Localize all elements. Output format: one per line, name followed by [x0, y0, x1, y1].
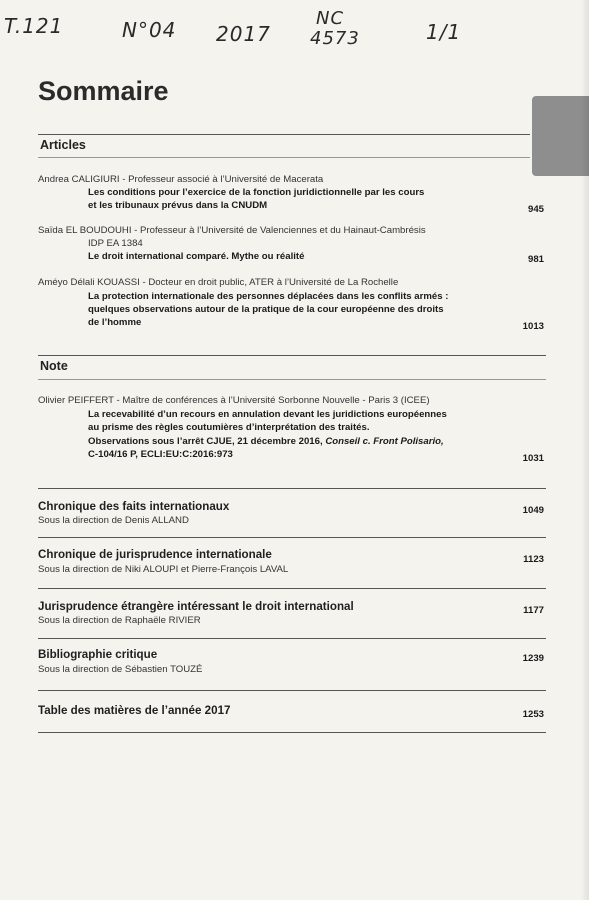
entry-page-number: 1239 — [522, 653, 544, 664]
entry-title-line: au prisme des règles coutumières d’interprétation des traités. — [88, 422, 370, 433]
chronicle-title: Bibliographie critique — [38, 648, 158, 661]
entry-author: Olivier PEIFFERT - Maître de conférences à l’Université Sorbonne Nouvelle - Paris 3 (ICEE) — [38, 395, 430, 406]
section-heading-articles: Articles — [40, 138, 86, 152]
chronicle-subtitle: Sous la direction de Denis ALLAND — [38, 515, 189, 526]
entry-author-affiliation: IDP EA 1384 — [88, 238, 143, 249]
section-rule — [38, 732, 546, 733]
page-title: Sommaire — [38, 76, 169, 106]
page-edge-shadow — [581, 0, 589, 900]
handwritten-year: 2017 — [216, 22, 271, 46]
entry-title-line: de l’homme — [88, 317, 142, 328]
section-rule — [38, 537, 546, 538]
entry-author: Andrea CALIGIURI - Professeur associé à l’Université de Macerata — [38, 174, 324, 185]
entry-author: Saïda EL BOUDOUHI - Professeur à l’Université de Valenciennes et du Hainaut-Cambrésis — [38, 225, 426, 236]
section-heading-note: Note — [40, 359, 68, 373]
section-rule — [38, 488, 546, 489]
section-rule — [38, 134, 530, 135]
entry-page-number: 1177 — [523, 605, 544, 616]
section-rule — [38, 690, 546, 691]
handwritten-code-bottom: 4573 — [310, 28, 360, 49]
entry-page-number: 981 — [527, 254, 544, 265]
entry-title-line: quelques observations autour de la pratique de la cour européenne des droits — [88, 304, 444, 315]
section-rule — [38, 379, 546, 380]
handwritten-shelf-mark: T.121 — [4, 14, 64, 38]
entry-title-line: La recevabilité d’un recours en annulation devant les juridictions européennes — [88, 409, 447, 420]
section-rule — [38, 638, 546, 639]
handwritten-code-top: NC — [316, 8, 345, 29]
chronicle-title: Chronique des faits internationaux — [38, 500, 230, 513]
entry-page-number: 945 — [527, 204, 544, 215]
entry-observations-line — [88, 436, 444, 448]
chronicle-subtitle: Sous la direction de Sébastien TOUZÉ — [38, 664, 203, 675]
entry-reference-line: C-104/16 P, ECLI:EU:C:2016:973 — [88, 449, 233, 460]
entry-page-number: 1049 — [522, 505, 544, 516]
entry-page-number: 1253 — [522, 709, 544, 720]
entry-author: Améyo Délali KOUASSI - Docteur en droit public, ATER à l’Université de La Rochelle — [38, 277, 399, 288]
entry-page-number: 1013 — [522, 321, 544, 332]
entry-title-line: et les tribunaux prévus dans la CNUDM — [88, 200, 268, 211]
chronicle-title: Chronique de jurisprudence internationale — [38, 548, 272, 561]
handwritten-issue-number: N°04 — [122, 18, 177, 42]
entry-title-line: Le droit international comparé. Mythe ou réalité — [88, 251, 305, 262]
entry-title-line: La protection internationale des personnes déplacées dans les conflits armés : — [88, 291, 449, 302]
handwritten-fraction: 1/1 — [426, 20, 462, 44]
section-rule — [38, 355, 546, 356]
entry-page-number: 1123 — [523, 554, 544, 565]
entry-page-number: 1031 — [522, 453, 544, 464]
chronicle-subtitle: Sous la direction de Raphaële RIVIER — [38, 615, 201, 626]
observations-text: Observations sous l’arrêt CJUE, 21 décembre 2016, — [88, 436, 323, 447]
case-name: Conseil c. Front Polisario, — [325, 436, 444, 447]
entry-title-line: Les conditions pour l’exercice de la fonction juridictionnelle par les cours — [88, 187, 425, 198]
chronicle-title: Jurisprudence étrangère intéressant le droit international — [38, 600, 354, 613]
section-rule — [38, 157, 530, 158]
chronicle-title: Table des matières de l’année 2017 — [38, 704, 231, 717]
chronicle-subtitle: Sous la direction de Niki ALOUPI et Pierre-François LAVAL — [38, 564, 289, 575]
section-rule — [38, 588, 546, 589]
